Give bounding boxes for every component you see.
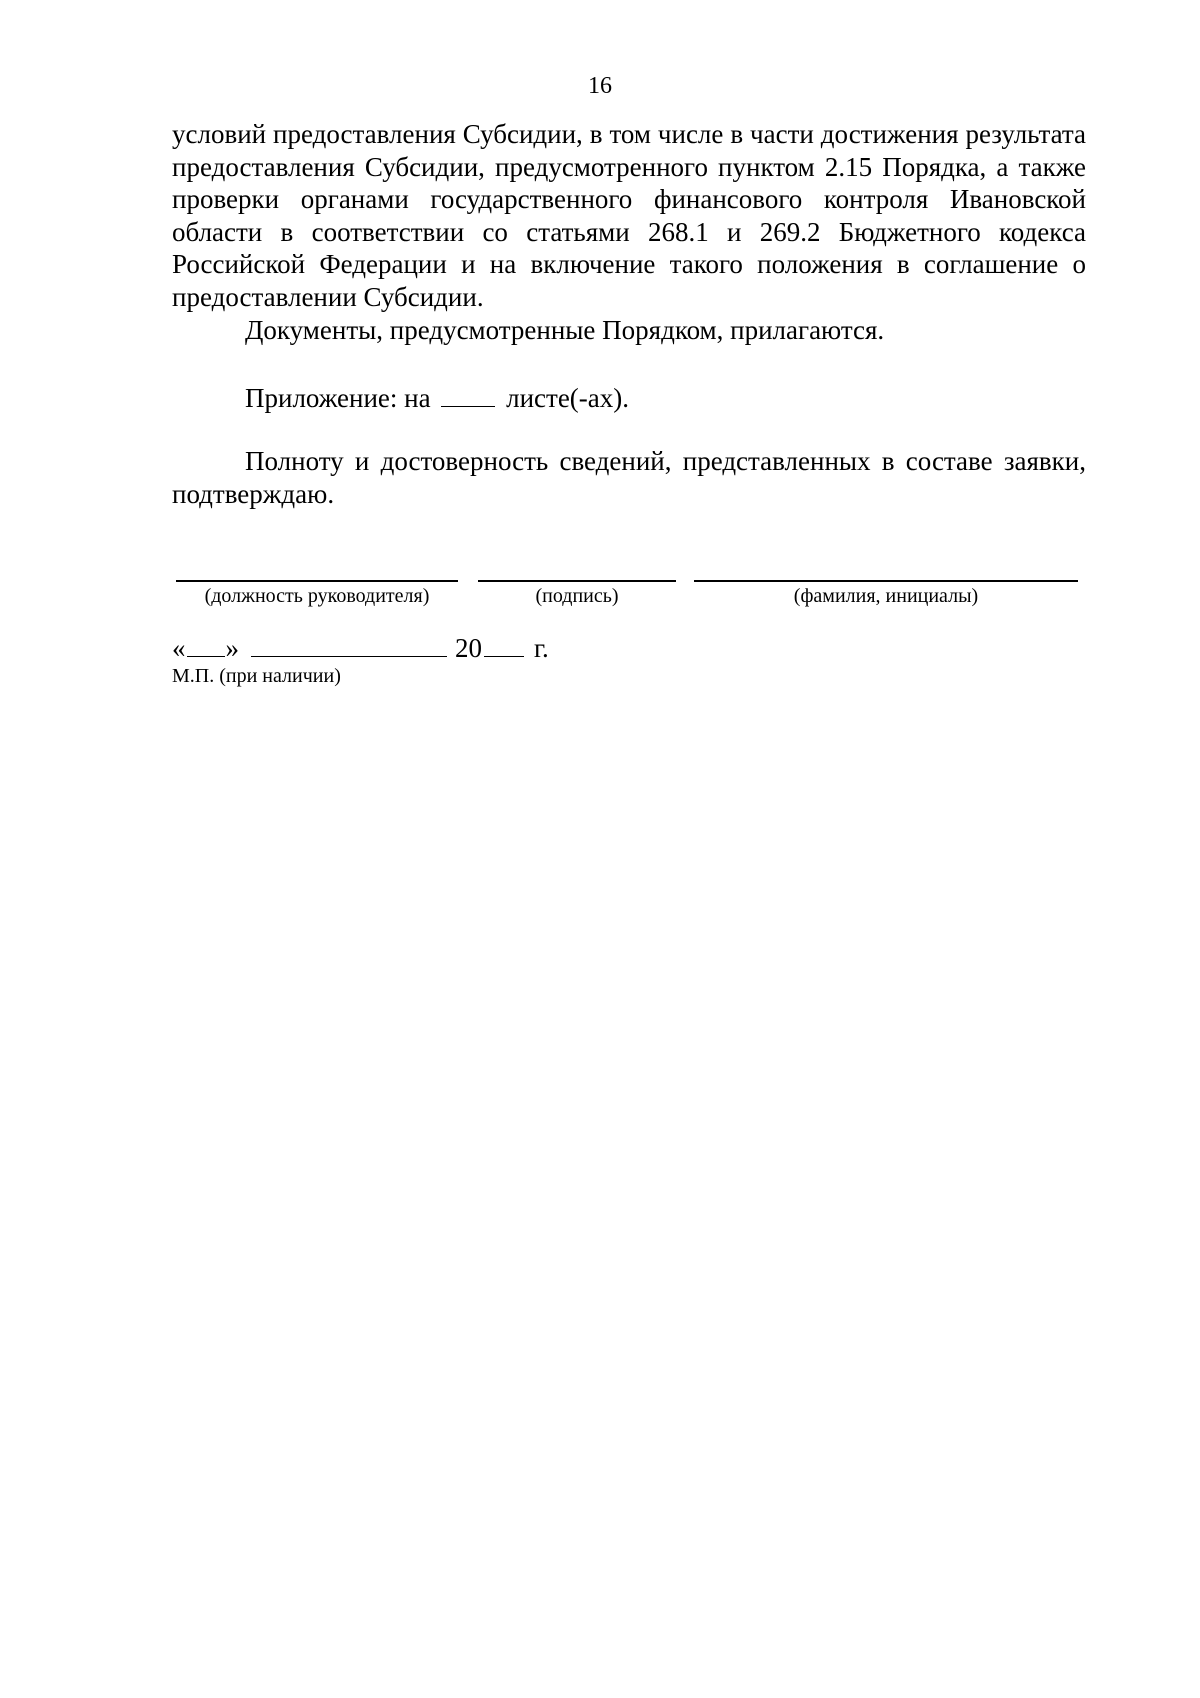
sheet-count-blank[interactable] bbox=[441, 380, 495, 407]
page-number: 16 bbox=[588, 73, 612, 99]
attachment-line bbox=[172, 380, 1086, 415]
name-signature-line[interactable] bbox=[694, 580, 1078, 582]
date-century: 20 bbox=[455, 633, 482, 663]
continuation-paragraph: условий предоставления Субсидии, в том числе в части достижения результата предоставления Субсидии, предусмотренного пунктом 2.15 Порядка, а также проверки органами государственного финансового контроля Ивановской области в соответствии со статьями 268.1 и 269.2 Бюджетного кодекса Российской Федерации и на включение такого положения в соглашение о предоставлении Субсидии. bbox=[172, 119, 1086, 312]
date-open-quote: « bbox=[172, 633, 186, 663]
date-close-quote: » bbox=[225, 633, 239, 663]
signature-caption: (подпись) bbox=[535, 585, 619, 607]
attachment-section bbox=[172, 380, 1086, 415]
month-blank[interactable] bbox=[251, 630, 447, 657]
continuation-section bbox=[172, 118, 1086, 313]
documents-section bbox=[172, 314, 1086, 347]
attachment-suffix: листе(-ах). bbox=[506, 383, 630, 413]
date-year-suffix: г. bbox=[534, 633, 549, 663]
stamp-note: М.П. (при наличии) bbox=[172, 665, 341, 687]
attachment-prefix: Приложение: на bbox=[245, 383, 431, 413]
name-caption: (фамилия, инициалы) bbox=[793, 585, 979, 607]
confirmation-section bbox=[172, 445, 1086, 510]
signature-line[interactable] bbox=[478, 580, 676, 582]
confirmation-paragraph: Полноту и достоверность сведений, представленных в составе заявки, подтверждаю. bbox=[172, 446, 1086, 509]
date-line bbox=[172, 630, 549, 664]
documents-paragraph: Документы, предусмотренные Порядком, прилагаются. bbox=[245, 315, 885, 345]
year-blank[interactable] bbox=[484, 630, 524, 657]
day-blank[interactable] bbox=[187, 630, 225, 657]
position-caption: (должность руководителя) bbox=[204, 585, 430, 607]
position-signature-line[interactable] bbox=[176, 580, 458, 582]
